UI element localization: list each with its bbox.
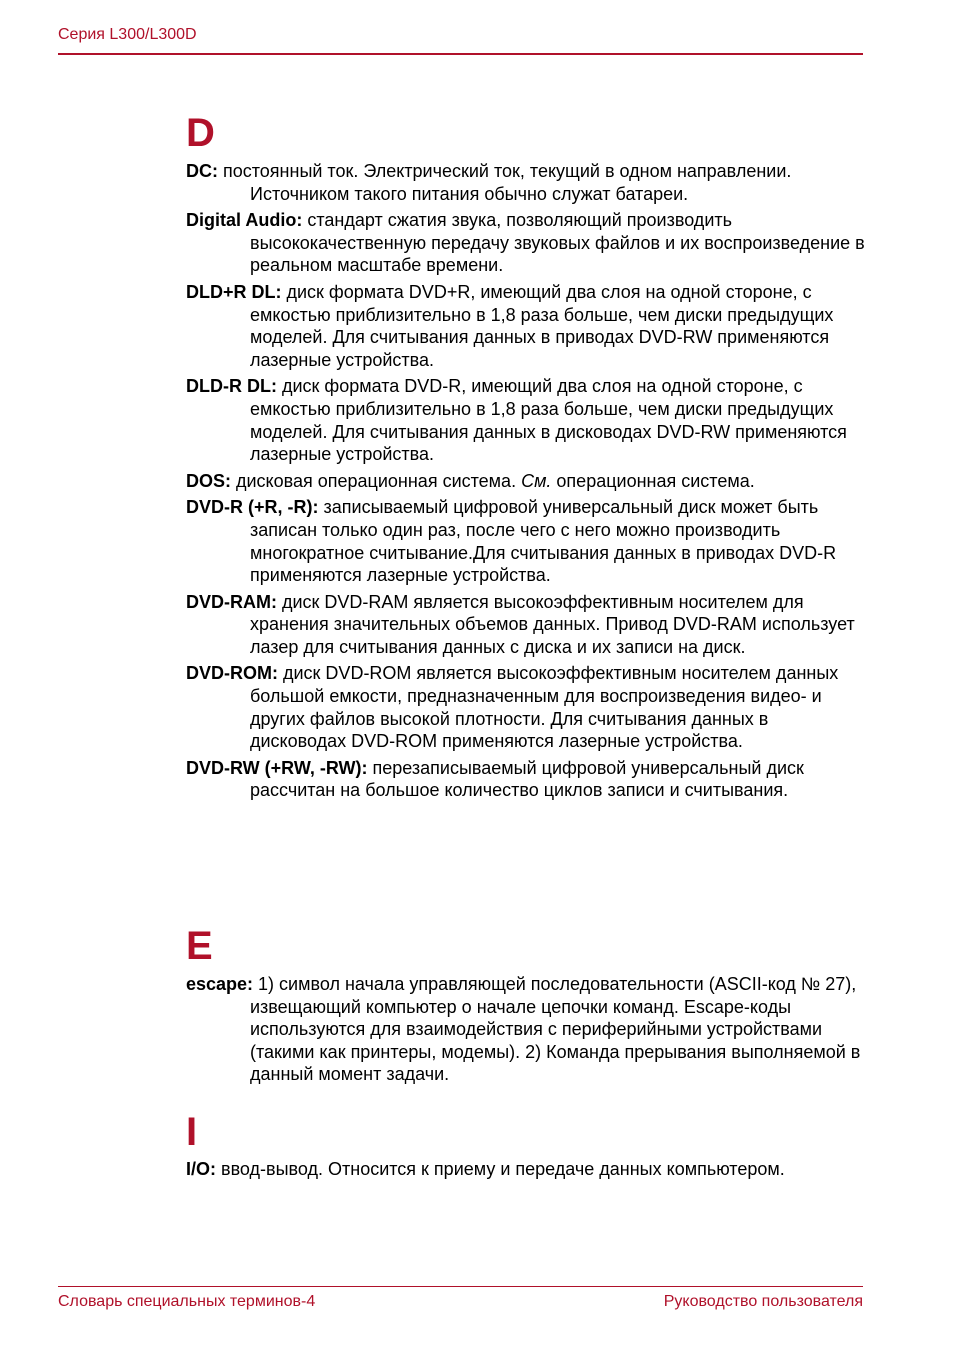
section-letter-d: D xyxy=(186,111,215,155)
section-i-entries xyxy=(186,1158,866,1185)
glossary-entry-dvd-rw xyxy=(186,757,866,802)
entry-term: DLD-R DL: xyxy=(186,376,277,397)
glossary-entry-dvd-r xyxy=(186,496,866,586)
glossary-entry-digital-audio xyxy=(186,209,866,277)
entry-definition: перезаписываемый цифровой универсальный диск рассчитан на большое количество циклов записи и считывания. xyxy=(250,757,804,801)
glossary-entry-dvd-rom xyxy=(186,662,866,752)
entry-definition: диск формата DVD+R, имеющий два слоя на одной стороне, с емкостью приблизительно в 1,8 раза больше, чем диски предыдущих моделей. Для считывания данных в приводах DVD-RW применяются лазерные устройства. xyxy=(250,281,834,370)
section-letter-i: I xyxy=(186,1110,198,1154)
section-e-entries xyxy=(186,973,866,1090)
entry-definition: записываемый цифровой универсальный диск может быть записан только один раз, после чего с него можно производить многократное считывание.Для считывания данных в приводах DVD-R применяются лазерные устройства. xyxy=(250,497,837,586)
entry-term: DOS: xyxy=(186,470,231,491)
section-letter-e: E xyxy=(186,924,213,968)
glossary-entry-io xyxy=(186,1158,866,1181)
entry-term: DVD-RW (+RW, -RW): xyxy=(186,757,368,778)
entry-definition: диск DVD-ROM является высокоэффективным носителем данных большой емкости, предназначенным для воспроизведения видео- и других файлов высокой плотности. Для считывания данных в дисководах DVD-ROM применяются лазерные устройства. xyxy=(250,663,839,752)
entry-definition: постоянный ток. Электрический ток, текущий в одном направлении. Источником такого питания обычно служат батареи. xyxy=(218,161,792,204)
section-d-entries xyxy=(186,160,866,806)
glossary-entry-dos xyxy=(186,470,866,493)
entry-definition-continued: операционная система. xyxy=(551,470,755,491)
entry-term: DVD-ROM: xyxy=(186,663,278,684)
entry-definition: ввод-вывод. Относится к приему и передаче данных компьютером. xyxy=(216,1159,785,1179)
glossary-entry-dc xyxy=(186,160,866,205)
entry-definition: диск формата DVD-R, имеющий два слоя на одной стороне, с емкостью приблизительно в 1,8 раза больше, чем диски предыдущих моделей. Для считывания данных в дисководах DVD-RW применяются лазерные устройства. xyxy=(250,376,847,465)
entry-term: I/O: xyxy=(186,1159,216,1179)
glossary-entry-escape xyxy=(186,973,866,1086)
entry-term: escape: xyxy=(186,974,254,994)
entry-term: DC: xyxy=(186,161,218,181)
entry-term: DVD-R (+R, -R): xyxy=(186,497,319,518)
footer-rule xyxy=(58,1286,863,1287)
see-reference: См. xyxy=(521,470,552,491)
entry-definition: диск DVD-RAM является высокоэффективным носителем для хранения значительных объемов данных. Привод DVD-RAM использует лазер для считывания данных с диска и их записи на диск. xyxy=(250,591,855,657)
page-header: Серия L300/L300D xyxy=(58,26,197,43)
footer-manual-title: Руководство пользователя xyxy=(663,1293,863,1310)
entry-definition: стандарт сжатия звука, позволяющий производить высококачественную передачу звуковых файлов и их воспроизведение в реальном масштабе времени. xyxy=(250,210,865,276)
glossary-entry-dld-plus-r-dl xyxy=(186,281,866,371)
glossary-entry-dld-minus-r-dl xyxy=(186,375,866,465)
entry-term: DVD-RAM: xyxy=(186,591,277,612)
footer-page-label: Словарь специальных терминов-4 xyxy=(58,1293,316,1310)
glossary-entry-dvd-ram xyxy=(186,591,866,659)
entry-definition: дисковая операционная система. xyxy=(231,470,522,491)
entry-term: DLD+R DL: xyxy=(186,281,282,302)
header-rule xyxy=(58,53,863,55)
entry-term: Digital Audio: xyxy=(186,210,303,231)
entry-definition: 1) символ начала управляющей последовательности (ASCII-код № 27), извещающий компьютер о начале цепочки команд. Escape-коды используются для взаимодействия с периферийными устройствами (такими как принтеры, модемы). 2) Команда прерывания выполняемой в данный момент задачи. xyxy=(250,974,861,1085)
